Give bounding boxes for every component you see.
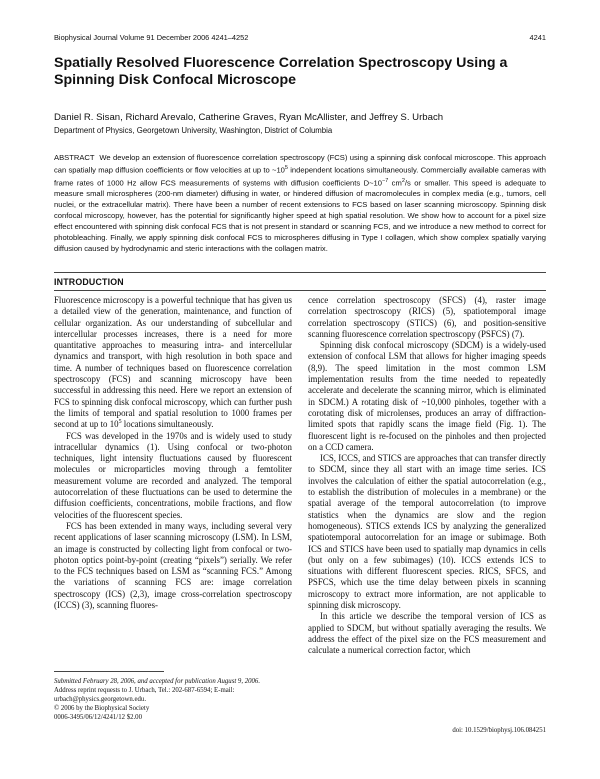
running-header bbox=[54, 33, 546, 42]
abstract-exponent-3: 2 bbox=[401, 177, 405, 184]
paragraph: FCS has been extended in many ways, including several very recent applications of laser scanning microscopy (LSM). In LSM, an image is constructed by collecting light from confocal or two-photon optics point-by-point (creating “pixels”) serially. We refer to the FCS techniques based on LSM as “scanning FCS.” Among the variations of scanning FCS are: image correlation spectroscopy (ICS) (2,3), image cross-correlation spectroscopy (ICCS) (3), scanning fluores- bbox=[54, 520, 292, 611]
left-column bbox=[54, 295, 292, 611]
section-rule-top bbox=[54, 272, 546, 273]
abstract-exponent-2: −7 bbox=[381, 177, 389, 184]
paragraph: FCS was developed in the 1970s and is widely used to study intracellular dynamics (1). Using confocal or two-photon techniques, light intensity fluctuations caused by fluorescent molecules or microparticles moving through a femtoliter measurement volume are recorded and analyzed. The temporal autocorrelation of these fluctuations can be used to determine the diffusion coefficients, concentrations, mobile fractions, and flow velocities of the fluorescent species. bbox=[54, 430, 292, 520]
abstract-text-4: /s or smaller. This speed is adequate to measure small microspheres (200-nm diameter) diffusing in water, or hindered diffusion of macromolecules in complex media (e.g., tumors, cell nuclei, or the extracellular matrix). There have been a number of recent extensions to FCS based on laser scanning microscopy. Spinning disk confocal microscopy, however, has the potential for significantly higher speed at high spatial resolution. We show how to account for a pixel size effect encountered with spinning disk confocal FCS that is not present in standard or scanning FCS, and we introduce a new method to correct for photobleaching. Finally, we apply spinning disk confocal FCS to microspheres diffusing in Type I collagen, which show complex spatially varying diffusion caused by hydrodynamic and steric interactions with the collagen matrix. bbox=[54, 178, 546, 254]
abstract-text-2: independent locations simultaneously. Commercially available cameras with frame rates of 1000 Hz allow FCS measurements of systems with diffusion coefficients D~10 bbox=[54, 165, 546, 188]
copyright-notice: © 2006 by the Biophysical Society bbox=[54, 705, 150, 712]
paragraph: In this article we describe the temporal version of ICS as applied to SDCM, but without spatially averaging the results. We address the effect of the pixel size on the FCS measurement and calculate a numerical correction factor, which bbox=[308, 611, 546, 656]
paragraph: Spinning disk confocal microscopy (SDCM) is a widely-used extension of confocal LSM that allows for higher imaging speeds (8,9). The speed limitation in the most common LSM implementation results from the time needed to repeatedly accelerate and decelerate the scanning mirror, which is eliminated in SDCM.) A rotating disk of ~10,000 pinholes, together with a corotating disk of microlenses, produces an array of diffraction-limited spots that rapidly scans the image field (Fig. 1). The fluorescent light is re-focused on the pinholes and then projected on a CCD camera. bbox=[308, 340, 546, 452]
doi: doi: 10.1529/biophysj.106.084251 bbox=[452, 727, 546, 734]
right-column bbox=[308, 295, 546, 657]
reprint-address: Address reprint requests to J. Urbach, Tel.: 202-687-6594; E-mail: urbach@physics.georgetown.edu. bbox=[54, 687, 235, 703]
abstract-text-3: cm bbox=[388, 178, 402, 188]
author-list: Daniel R. Sisan, Richard Arevalo, Catherine Graves, Ryan McAllister, and Jeffrey S. Urbach bbox=[54, 112, 444, 123]
paragraph-text: locations simultaneously. bbox=[121, 419, 214, 430]
paragraph: cence correlation spectroscopy (SFCS) (4), raster image correlation spectroscopy (RICS) (5), spatiotemporal image correlation spectroscopy (STICS) (6), and position-sensitive scanning fluorescence correlation spectroscopy (PSFCS) (7). bbox=[308, 295, 546, 339]
paragraph: ICS, ICCS, and STICS are approaches that can transfer directly to SDCM, since they all start with an image time series. ICS involves the calculation of either the spatial autocorrelation (e.g., to establish the distribution of molecules in a membrane) or the spatial average of the temporal autocorrelation (to improve statistics when the dynamics are slow and the region homogeneous). STICS extends ICS by analyzing the generalized spatiotemporal autocorrelation for an image or subimage. Both ICS and STICS have been used to spatially map dynamics in cells (but only on a few subimages) (10). ICCS extends ICS to situations with different fluorescent species. RICS, SFCS, and PSFCS, which use the time delay between pixels in scanning microscopy to extract more information, are not applicable to spinning disk microscopy. bbox=[308, 453, 546, 611]
affiliation: Department of Physics, Georgetown University, Washington, District of Columbia bbox=[54, 126, 333, 135]
paragraph-exponent: 5 bbox=[118, 419, 122, 426]
abstract bbox=[54, 152, 546, 254]
journal-citation: Biophysical Journal Volume 91 December 2006 4241–4252 bbox=[54, 33, 249, 42]
issn-line: 0006-3495/06/12/4241/12 $2.00 bbox=[54, 714, 142, 721]
page-number: 4241 bbox=[529, 33, 546, 42]
submission-dates: Submitted February 28, 2006, and accepted for publication August 9, 2006. bbox=[54, 678, 261, 685]
section-heading: INTRODUCTION bbox=[54, 277, 124, 287]
abstract-text-1: We develop an extension of fluorescence correlation spectroscopy (FCS) using a spinning disk confocal microscope. This approach can spatially map diffusion coefficients or flow velocities at up to ~10 bbox=[54, 153, 546, 175]
section-rule-bottom bbox=[54, 290, 546, 291]
footnote bbox=[54, 677, 292, 722]
footnote-rule bbox=[54, 671, 164, 672]
abstract-exponent-1: 5 bbox=[284, 165, 288, 171]
article-title: Spatially Resolved Fluorescence Correlation Spectroscopy Using a Spinning Disk Confocal Microscope bbox=[54, 55, 508, 88]
paragraph-text: Fluorescence microscopy is a powerful technique that has given us a detailed view of the generation, maintenance, and function of cellular organization. As our understanding of subcellular and intercellular processes increases, there is a need for more quantitative approaches to measuring intra- and intercellular dynamics and transport, with high resolution in both space and time. A number of techniques based on fluorescence correlation spectroscopy (FCS) and scanning microscopy have been successful in addressing this need. Here we report an extension of FCS to spinning disk confocal microscopy, which can further push the limits of temporal and spatial resolution to 1000 frames per second at up to 10 bbox=[54, 295, 292, 430]
paragraph bbox=[54, 295, 292, 431]
abstract-label: ABSTRACT bbox=[54, 153, 95, 162]
